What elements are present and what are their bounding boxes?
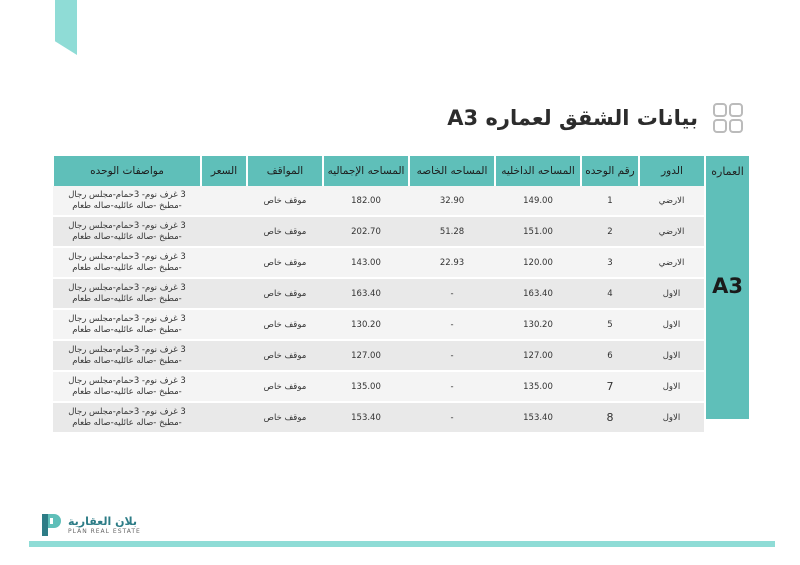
grid-icon (712, 102, 744, 134)
building-value: A3 (712, 274, 743, 298)
unit-cell: 5 (581, 309, 639, 340)
floor-cell: الاول (639, 402, 704, 433)
table-row (53, 402, 704, 433)
table-row (53, 216, 704, 247)
specs-cell (53, 340, 201, 371)
private-area-cell: - (409, 340, 495, 371)
floor-cell: الاول (639, 309, 704, 340)
floor-cell: الاول (639, 278, 704, 309)
header-parking: المواقف (247, 156, 323, 186)
spec-line-2: -مطبخ -صاله عائليه-صاله طعام (72, 200, 182, 211)
floor-cell: الاول (639, 371, 704, 402)
total-area-cell: 135.00 (323, 371, 409, 402)
parking-cell: موقف خاص (247, 216, 323, 247)
header-total-area: المساحه الإجماليه (323, 156, 409, 186)
internal-area-cell: 151.00 (495, 216, 581, 247)
table-row (53, 278, 704, 309)
spec-line-1: 3 غرف نوم- 3حمام-مجلس رجال (68, 220, 186, 231)
spec-line-2: -مطبخ -صاله عائليه-صاله طعام (72, 417, 182, 428)
parking-cell: موقف خاص (247, 371, 323, 402)
parking-cell: موقف خاص (247, 247, 323, 278)
table-header-row (53, 156, 704, 186)
total-area-cell: 163.40 (323, 278, 409, 309)
footer-accent-line (29, 541, 775, 547)
private-area-cell: - (409, 309, 495, 340)
spec-line-2: -مطبخ -صاله عائليه-صاله طعام (72, 386, 182, 397)
unit-cell: 3 (581, 247, 639, 278)
table-row (53, 309, 704, 340)
building-header: العماره (706, 156, 749, 186)
private-area-cell: 51.28 (409, 216, 495, 247)
spec-line-1: 3 غرف نوم- 3حمام-مجلس رجال (68, 375, 186, 386)
spec-line-2: -مطبخ -صاله عائليه-صاله طعام (72, 293, 182, 304)
specs-cell (53, 247, 201, 278)
price-cell (201, 340, 247, 371)
header-internal-area: المساحه الداخليه (495, 156, 581, 186)
total-area-cell: 127.00 (323, 340, 409, 371)
internal-area-cell: 127.00 (495, 340, 581, 371)
private-area-cell: 32.90 (409, 186, 495, 216)
title-row (447, 98, 744, 138)
specs-cell (53, 186, 201, 216)
specs-cell (53, 402, 201, 433)
internal-area-cell: 149.00 (495, 186, 581, 216)
internal-area-cell: 130.20 (495, 309, 581, 340)
floor-cell: الارضي (639, 216, 704, 247)
price-cell (201, 309, 247, 340)
private-area-cell: - (409, 278, 495, 309)
logo-arabic-name: بلان العقارية (68, 515, 137, 528)
unit-cell: 2 (581, 216, 639, 247)
table-row (53, 247, 704, 278)
unit-cell: 4 (581, 278, 639, 309)
unit-cell: 7 (581, 371, 639, 402)
table-row (53, 340, 704, 371)
specs-cell (53, 309, 201, 340)
header-unit: رقم الوحده (581, 156, 639, 186)
parking-cell: موقف خاص (247, 309, 323, 340)
parking-cell: موقف خاص (247, 278, 323, 309)
unit-cell: 1 (581, 186, 639, 216)
price-cell (201, 278, 247, 309)
table-row (53, 186, 704, 216)
internal-area-cell: 135.00 (495, 371, 581, 402)
parking-cell: موقف خاص (247, 402, 323, 433)
page-title: بيانات الشقق لعماره A3 (447, 106, 698, 130)
floor-cell: الارضي (639, 247, 704, 278)
parking-cell: موقف خاص (247, 186, 323, 216)
floor-cell: الارضي (639, 186, 704, 216)
unit-cell: 6 (581, 340, 639, 371)
company-logo (40, 512, 141, 538)
specs-cell (53, 278, 201, 309)
corner-decoration (55, 0, 77, 55)
header-floor: الدور (639, 156, 704, 186)
header-specs: مواصفات الوحده (53, 156, 201, 186)
spec-line-1: 3 غرف نوم- 3حمام-مجلس رجال (68, 313, 186, 324)
parking-cell: موقف خاص (247, 340, 323, 371)
price-cell (201, 402, 247, 433)
spec-line-1: 3 غرف نوم- 3حمام-مجلس رجال (68, 344, 186, 355)
logo-english-name: PLAN REAL ESTATE (68, 528, 141, 535)
total-area-cell: 130.20 (323, 309, 409, 340)
private-area-cell: - (409, 402, 495, 433)
spec-line-2: -مطبخ -صاله عائليه-صاله طعام (72, 262, 182, 273)
floor-cell: الاول (639, 340, 704, 371)
logo-text (68, 515, 141, 535)
internal-area-cell: 120.00 (495, 247, 581, 278)
spec-line-1: 3 غرف نوم- 3حمام-مجلس رجال (68, 282, 186, 293)
internal-area-cell: 153.40 (495, 402, 581, 433)
price-cell (201, 371, 247, 402)
price-cell (201, 247, 247, 278)
spec-line-2: -مطبخ -صاله عائليه-صاله طعام (72, 231, 182, 242)
header-price: السعر (201, 156, 247, 186)
spec-line-2: -مطبخ -صاله عائليه-صاله طعام (72, 324, 182, 335)
spec-line-1: 3 غرف نوم- 3حمام-مجلس رجال (68, 251, 186, 262)
table-row (53, 371, 704, 402)
header-private-area: المساحه الخاصه (409, 156, 495, 186)
total-area-cell: 202.70 (323, 216, 409, 247)
spec-line-1: 3 غرف نوم- 3حمام-مجلس رجال (68, 189, 186, 200)
plan-logo-icon (40, 512, 62, 538)
internal-area-cell: 163.40 (495, 278, 581, 309)
specs-cell (53, 216, 201, 247)
private-area-cell: 22.93 (409, 247, 495, 278)
unit-cell: 8 (581, 402, 639, 433)
total-area-cell: 182.00 (323, 186, 409, 216)
specs-cell (53, 371, 201, 402)
spec-line-1: 3 غرف نوم- 3حمام-مجلس رجال (68, 406, 186, 417)
total-area-cell: 143.00 (323, 247, 409, 278)
units-table (52, 156, 704, 434)
private-area-cell: - (409, 371, 495, 402)
price-cell (201, 186, 247, 216)
units-table-section (52, 156, 749, 428)
spec-line-2: -مطبخ -صاله عائليه-صاله طعام (72, 355, 182, 366)
total-area-cell: 153.40 (323, 402, 409, 433)
price-cell (201, 216, 247, 247)
